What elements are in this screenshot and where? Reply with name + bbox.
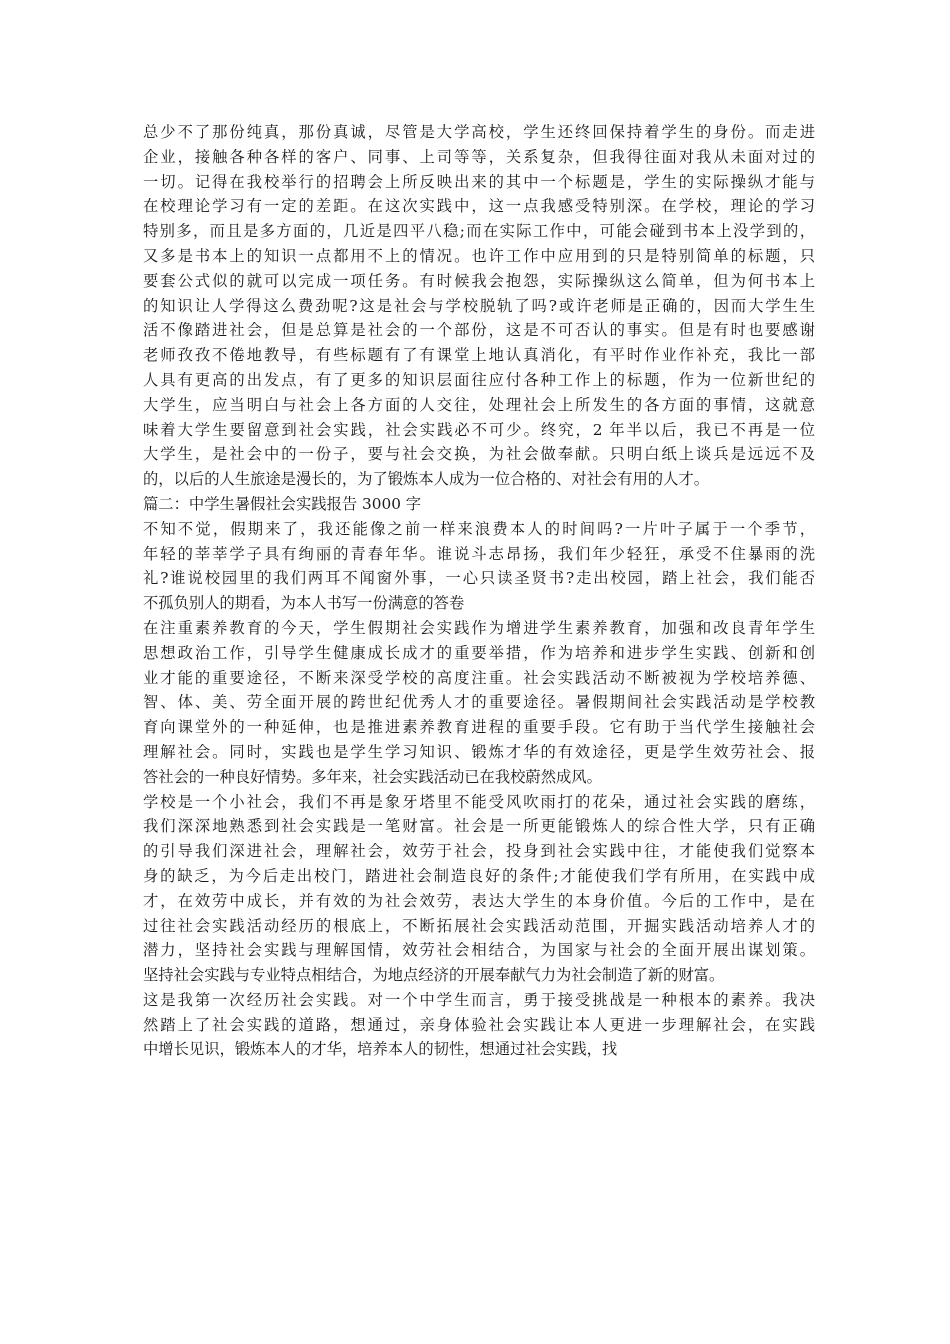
text-line: 要套公式似的就可以完成一项任务。有时候我会抱怨，实际操纵这么简单，但为何书本上 [143,271,815,290]
paragraph [143,790,815,988]
text-line: 总少不了那份纯真，那份真诚，尽管是大学高校，学生还终回保持着学生的身份。而走进 [143,123,815,141]
text-line: 的引导我们深进社会，理解社会，效劳于社会，投身到社会实践中往，才能使我们觉察本 [143,842,815,861]
text-line: 理解社会。同时，实践也是学生学习知识、锻炼才华的有效途径，更是学生效劳社会、报 [143,742,815,761]
text-line: 的，以后的人生旅途是漫长的，为了锻炼本人成为一位合格的、对社会有用的人才。 [143,470,709,489]
text-line: 智、体、美、劳全面开展的跨世纪优秀人才的重要途径。暑假期间社会实践活动是学校教 [143,693,815,712]
text-line: 味着大学生要留意到社会实践，社会实践必不可少。终究，2 年半以后，我已不再是一位 [143,420,815,439]
text-line: 年轻的莘莘学子具有绚丽的青春年华。谁说斗志昂扬，我们年少轻狂，承受不住暴雨的洗 [143,544,815,563]
text-line: 坚持社会实践与专业特点相结合，为地点经济的开展奉献气力为社会制造了新的财富。 [143,966,725,985]
text-line: 企业，接触各种各样的客户、同事、上司等等，关系复杂，但我得往面对我从未面对过的 [143,147,815,166]
text-line: 一切。记得在我校举行的招聘会上所反映出来的其中一个标题是，学生的实际操纵才能与 [143,172,815,191]
text-line: 我们深深地熟悉到社会实践是一笔财富。社会是一所更能锻炼人的综合性大学，只有正确 [143,817,815,836]
section-heading [143,492,815,517]
text-line: 又多是书本上的知识一点都用不上的情况。也许工作中应用到的只是特别简单的标题，只 [143,246,815,265]
text-line: 大学生，应当明白与社会上各方面的人交往，处理社会上所发生的各方面的事情，这就意 [143,395,815,414]
text-line: 过往社会实践活动经历的根底上，不断拓展社会实践活动范围，开掘实践活动培养人才的 [143,916,815,935]
text-line: 礼?谁说校园里的我们两耳不闻窗外事，一心只读圣贤书?走出校园，踏上社会，我们能否 [143,569,815,588]
text-line: 人具有更高的出发点，有了更多的知识层面往应付各种工作上的标题，作为一位新世纪的 [143,370,815,389]
paragraph [143,988,815,1062]
text-line: 答社会的一种良好情势。多年来，社会实践活动已在我校蔚然成风。 [143,767,602,786]
heading-text: 篇二：中学生暑假社会实践报告 3000 字 [143,494,422,513]
paragraph [143,120,815,492]
paragraph [143,616,815,790]
text-line: 特别多，而且是多方面的，几近是四平八稳;而在实际工作中，可能会碰到书本上没学到的， [143,222,815,241]
document-page [143,120,815,1062]
text-line: 身的缺乏，为今后走出校门，踏进社会制造良好的条件;才能使我们学有所用，在实践中成 [143,866,815,885]
text-line: 育向课堂外的一种延伸，也是推进素养教育进程的重要手段。它有助于当代学生接触社会 [143,718,815,737]
text-line: 大学生，是社会中的一份子，要与社会交换，为社会做奉献。只明白纸上谈兵是远远不及 [143,445,815,464]
text-line: 潜力，坚持社会实践与理解国情，效劳社会相结合，为国家与社会的全面开展出谋划策。 [143,941,815,960]
text-line: 学校是一个小社会，我们不再是象牙塔里不能受风吹雨打的花朵，通过社会实践的磨练， [143,792,815,811]
text-line: 才，在效劳中成长，并有效的为社会效劳，表达大学生的本身价值。今后的工作中，是在 [143,891,815,910]
text-line: 活不像踏进社会，但是总算是社会的一个部份，这是不可否认的事实。但是有时也要感谢 [143,321,815,340]
text-line: 不孤负别人的期看，为本人书写一份满意的答卷 [143,594,465,613]
text-line: 不知不觉，假期来了，我还能像之前一样来浪费本人的时间吗?一片叶子属于一个季节， [143,519,815,538]
text-line: 中增长见识，锻炼本人的才华，培养本人的韧性，想通过社会实践，找 [143,1040,618,1059]
text-line: 老师孜孜不倦地教导，有些标题有了有课堂上地认真消化，有平时作业作补充，我比一部 [143,346,815,365]
text-line: 业才能的重要途径，不断来深受学校的高度注重。社会实践活动不断被视为学校培养德、 [143,668,815,687]
text-line: 思想政治工作，引导学生健康成长成才的重要举措，作为培养和进步学生实践、创新和创 [143,643,815,662]
text-line: 这是我第一次经历社会实践。对一个中学生而言，勇于接受挑战是一种根本的素养。我决 [143,990,815,1009]
paragraph [143,517,815,616]
text-line: 然踏上了社会实践的道路，想通过，亲身体验社会实践让本人更进一步理解社会，在实践 [143,1015,815,1034]
text-line: 在校理论学习有一定的差距。在这次实践中，这一点我感受特别深。在学校，理论的学习 [143,197,815,216]
text-line: 的知识让人学得这么费劲呢?这是社会与学校脱轨了吗?或许老师是正确的，因而大学生生 [143,296,815,315]
text-line: 在注重素养教育的今天，学生假期社会实践作为增进学生素养教育，加强和改良青年学生 [143,618,815,637]
